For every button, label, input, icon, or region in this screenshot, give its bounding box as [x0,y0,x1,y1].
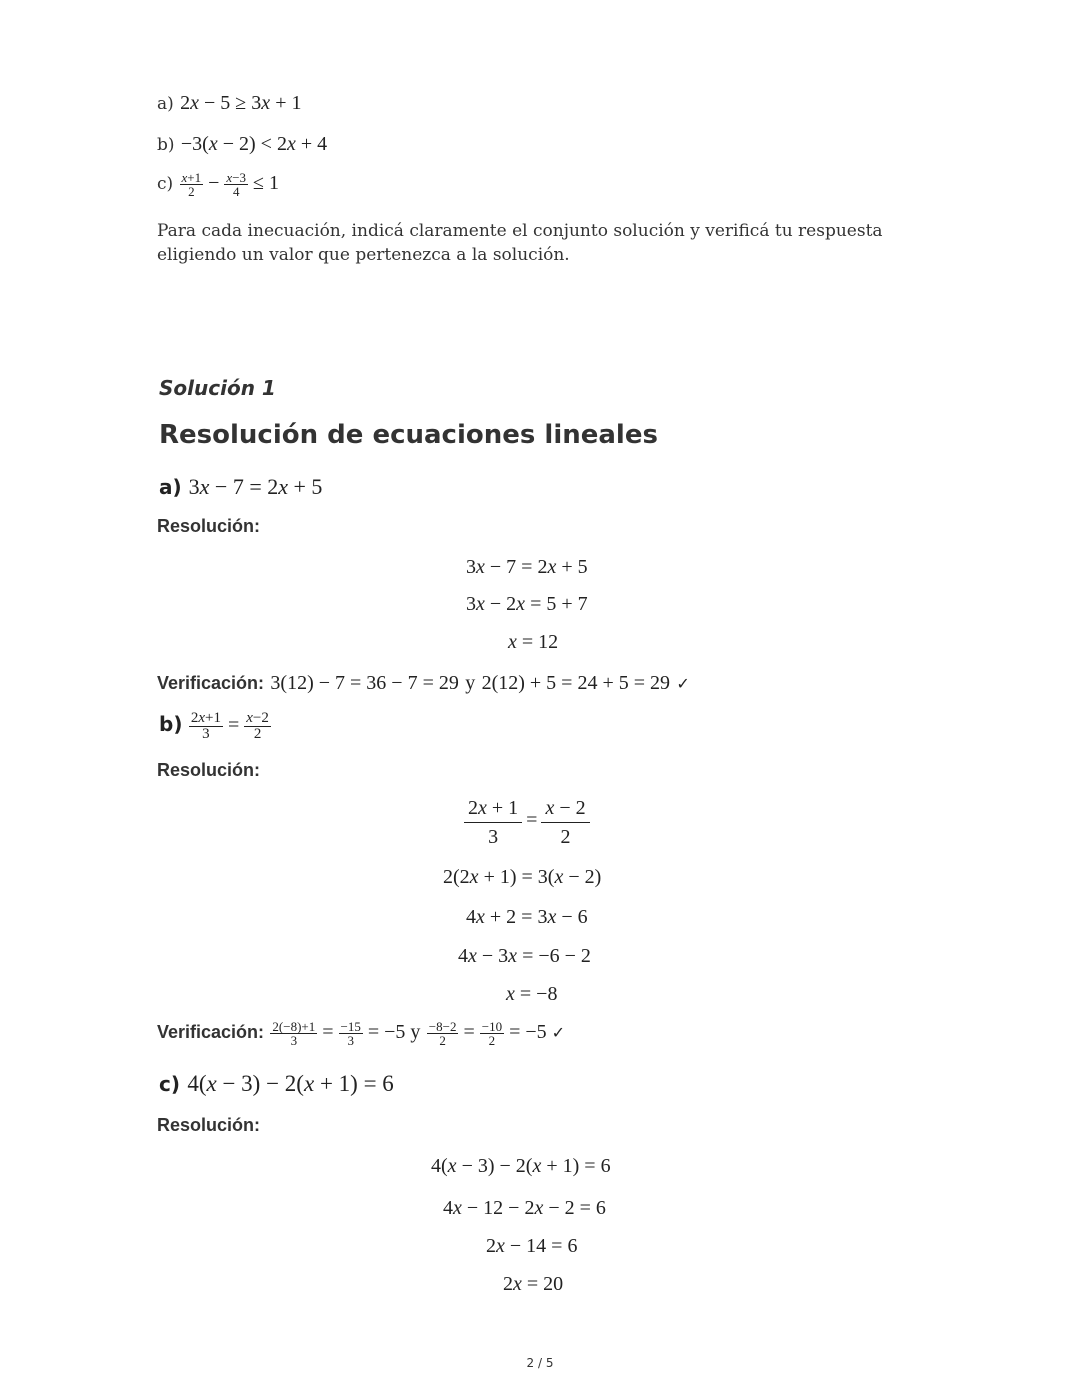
part-b-heading: b) $\frac{2x+1}{3}$ = $\frac{x-2}{2}$ [159,710,269,742]
part-b-step-2: 2(2x + 1) = 3(x − 2) [443,866,602,888]
part-b-step-3: 4x + 2 = 3x − 6 [466,906,588,928]
instructions-text: Para cada inecuación, indicá claramente el conjunto solución y verificá tu respuesta eligiendo un valor que pertenezca a la solución. [157,221,883,265]
part-a-step-3: x = 12 [508,631,559,653]
inequality-c: c) $\frac{x+1}{2}$ − $\frac{x-3}{4}$ ≤ 1 [157,169,280,199]
part-a-step-2: 3x − 2x = 5 + 7 [466,593,588,615]
part-a-verification: Verificación: 3(12) − 7 = 36 − 7 = 29 y 2(12) + 5 = 24 + 5 = 29 ✓ [157,672,690,694]
section-title: Resolución de ecuaciones lineales [159,420,658,450]
part-c-heading: c) 4(x − 3) − 2(x + 1) = 6 [159,1071,394,1096]
part-b-step-5: x = −8 [506,983,558,1005]
part-b-resolution-label: Resolución: [157,760,261,780]
part-c-step-4: 2x = 20 [503,1273,564,1295]
part-c-resolution-label: Resolución: [157,1115,261,1135]
part-a-resolution-label: Resolución: [157,516,261,536]
part-b-step-4: 4x − 3x = −6 − 2 [458,945,591,967]
part-a-heading: a) 3x − 7 = 2x + 5 [159,474,323,499]
part-c-step-1: 4(x − 3) − 2(x + 1) = 6 [431,1155,611,1177]
page-number: 2 / 5 [526,1356,554,1370]
inequality-a: a) 2x − 5 ≥ 3x + 1 [157,92,302,114]
part-a-step-1: 3x − 7 = 2x + 5 [466,556,588,578]
solution-label: Solución 1 [159,376,276,400]
part-b-verification: Verificación: $\frac{2(-8)+1}{3}$ = $\frac{-15}{3}$ = −5 y $\frac{-8-2}{2}$ = $\frac{-10}{2}$ = −5 ✓ [157,1018,566,1048]
part-c-step-3: 2x − 14 = 6 [486,1235,578,1257]
inequality-b: b) −3(x − 2) < 2x + 4 [157,133,328,155]
part-b-step-1: $\frac{2x + 1}{3}$ = $\frac{x - 2}{2}$ [464,798,590,847]
part-c-step-2: 4x − 12 − 2x − 2 = 6 [443,1197,606,1219]
